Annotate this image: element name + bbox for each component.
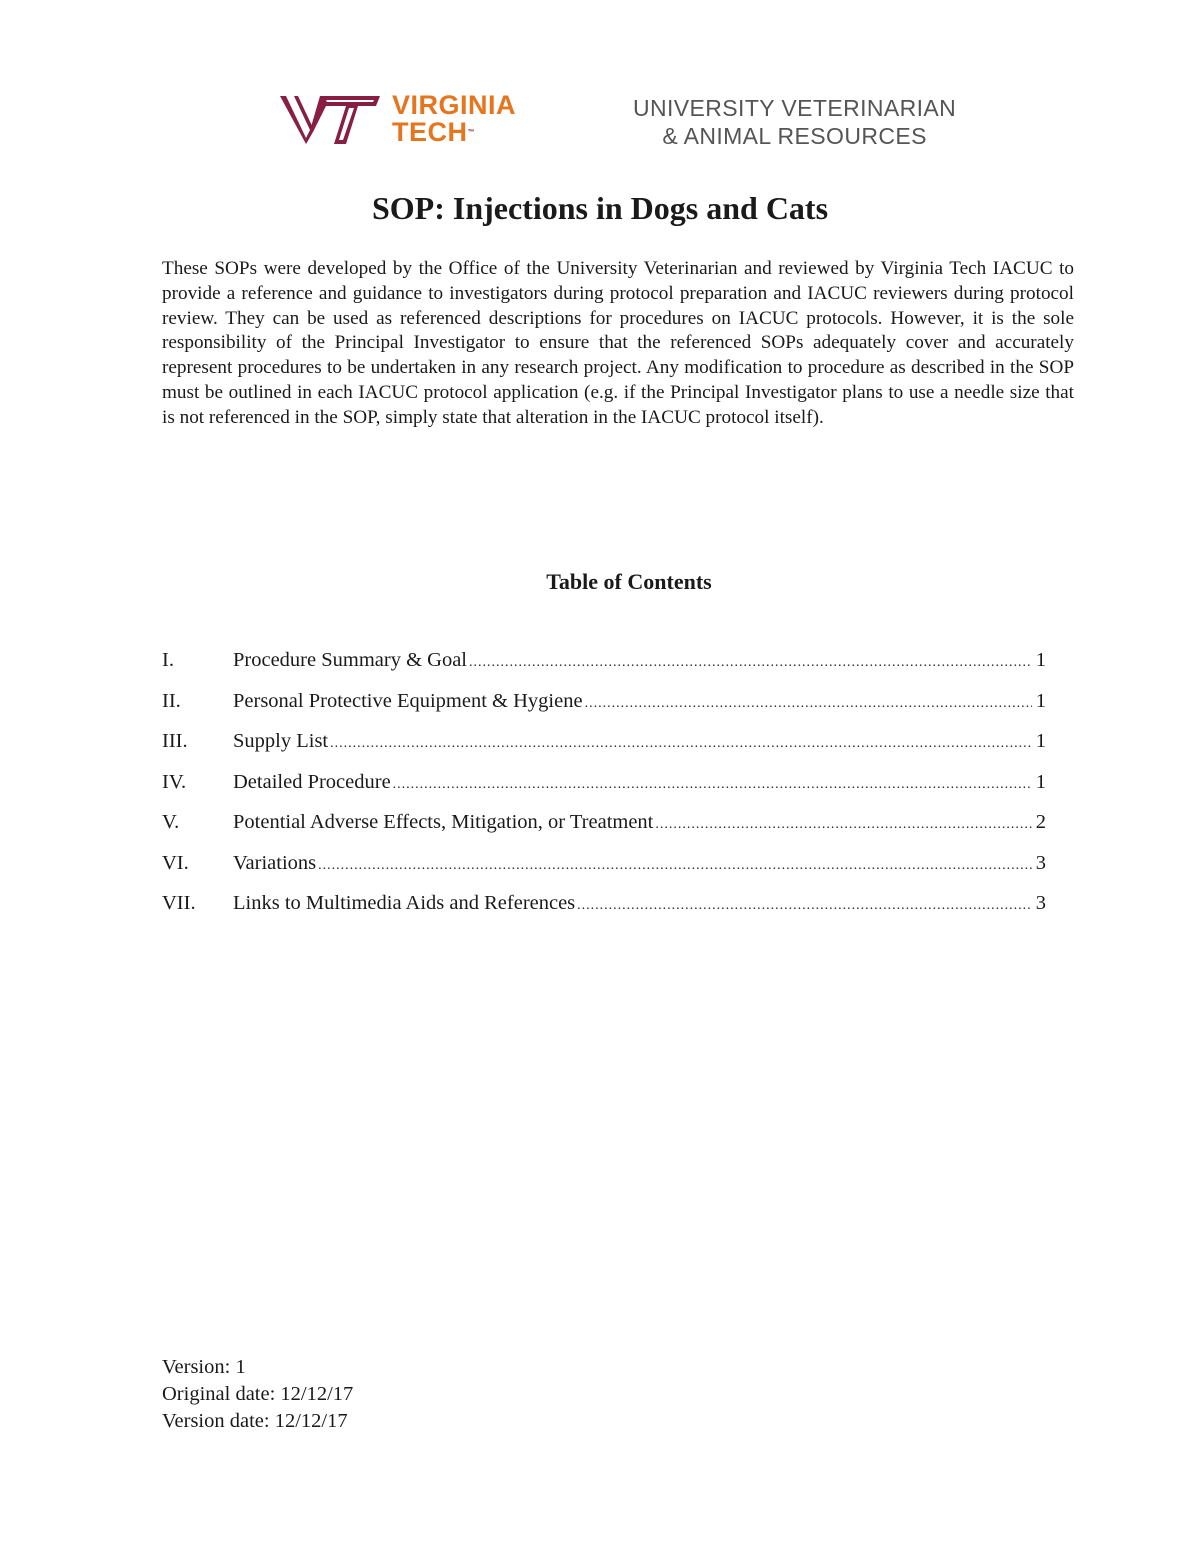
toc-dot-leader (318, 849, 1032, 880)
toc-entry-number: II. (162, 689, 181, 712)
unit-name-line-2: & ANIMAL RESOURCES (662, 123, 927, 149)
toc-entry-page: 3 (1035, 851, 1046, 874)
brand-line-2: TECH (392, 117, 468, 147)
toc-entry[interactable] (162, 849, 1046, 890)
toc-entry-label: Personal Protective Equipment & Hygiene (233, 689, 583, 712)
toc-entry-page: 1 (1035, 730, 1046, 752)
toc-entry-label: Links to Multimedia Aids and References (233, 892, 576, 914)
toc-entry-page: 1 (1035, 770, 1046, 793)
table-of-contents (162, 646, 1046, 930)
toc-entry[interactable] (162, 687, 1046, 728)
toc-dot-leader (469, 646, 1032, 677)
toc-dot-leader (585, 687, 1032, 718)
vt-logo-icon (280, 94, 380, 146)
toc-dot-leader (393, 768, 1032, 799)
toc-dot-leader (655, 808, 1032, 839)
toc-entry[interactable] (162, 808, 1046, 849)
toc-entry-number: IV. (162, 770, 187, 793)
toc-entry-label: Potential Adverse Effects, Mitigation, or Treatment (233, 811, 654, 833)
toc-heading: Table of Contents (546, 569, 712, 594)
version-date: Version date: 12/12/17 (162, 1410, 348, 1432)
toc-entry-label: Supply List (233, 730, 329, 752)
toc-entry-page: 1 (1035, 649, 1046, 671)
page-title: SOP: Injections in Dogs and Cats (371, 190, 829, 226)
version-info (162, 1354, 353, 1435)
toc-entry-label: Detailed Procedure (233, 770, 391, 793)
toc-entry[interactable] (162, 727, 1046, 768)
document-header (280, 92, 980, 152)
toc-entry-number: VII. (162, 892, 196, 914)
toc-dot-leader (330, 727, 1032, 758)
version-number: Version: 1 (162, 1356, 246, 1378)
toc-entry-label: Procedure Summary & Goal (233, 649, 467, 671)
brand-line-1: VIRGINIA (392, 90, 517, 120)
toc-entry[interactable] (162, 889, 1046, 930)
trademark-symbol: ™ (467, 129, 475, 136)
toc-entry-number: I. (162, 649, 174, 671)
unit-name (633, 94, 956, 150)
intro-paragraph: These SOPs were developed by the Office of the University Veterinarian and reviewed by Virginia Tech IACUC to provide a reference and guidance to investigators during protocol preparation and IACUC reviewers during protocol review. They can be used as referenced descriptions for procedures on IACUC protocols. However, it is the sole responsibility of the Principal Investigator to ensure that the referenced SOPs adequately cover and accurately represent procedures to be undertaken in any research project. Any modification to procedure as described in the SOP must be outlined in each IACUC protocol application (e.g. if the Principal Investigator plans to use a needle size that is not referenced in the SOP, simply state that alteration in the IACUC protocol itself). (162, 258, 1074, 428)
toc-entry-page: 2 (1035, 811, 1046, 833)
toc-entry-number: VI. (162, 851, 189, 874)
toc-dot-leader (577, 889, 1032, 920)
toc-entry-page: 3 (1035, 892, 1046, 914)
toc-entry-page: 1 (1035, 689, 1046, 712)
toc-entry-number: III. (162, 730, 188, 752)
toc-entry-label: Variations (233, 851, 317, 874)
unit-name-line-1: UNIVERSITY VETERINARIAN (633, 95, 957, 121)
toc-entry-number: V. (162, 811, 180, 833)
toc-entry[interactable] (162, 768, 1046, 809)
original-date: Original date: 12/12/17 (162, 1383, 354, 1405)
virginia-tech-wordmark (392, 92, 516, 146)
toc-entry[interactable] (162, 646, 1046, 687)
